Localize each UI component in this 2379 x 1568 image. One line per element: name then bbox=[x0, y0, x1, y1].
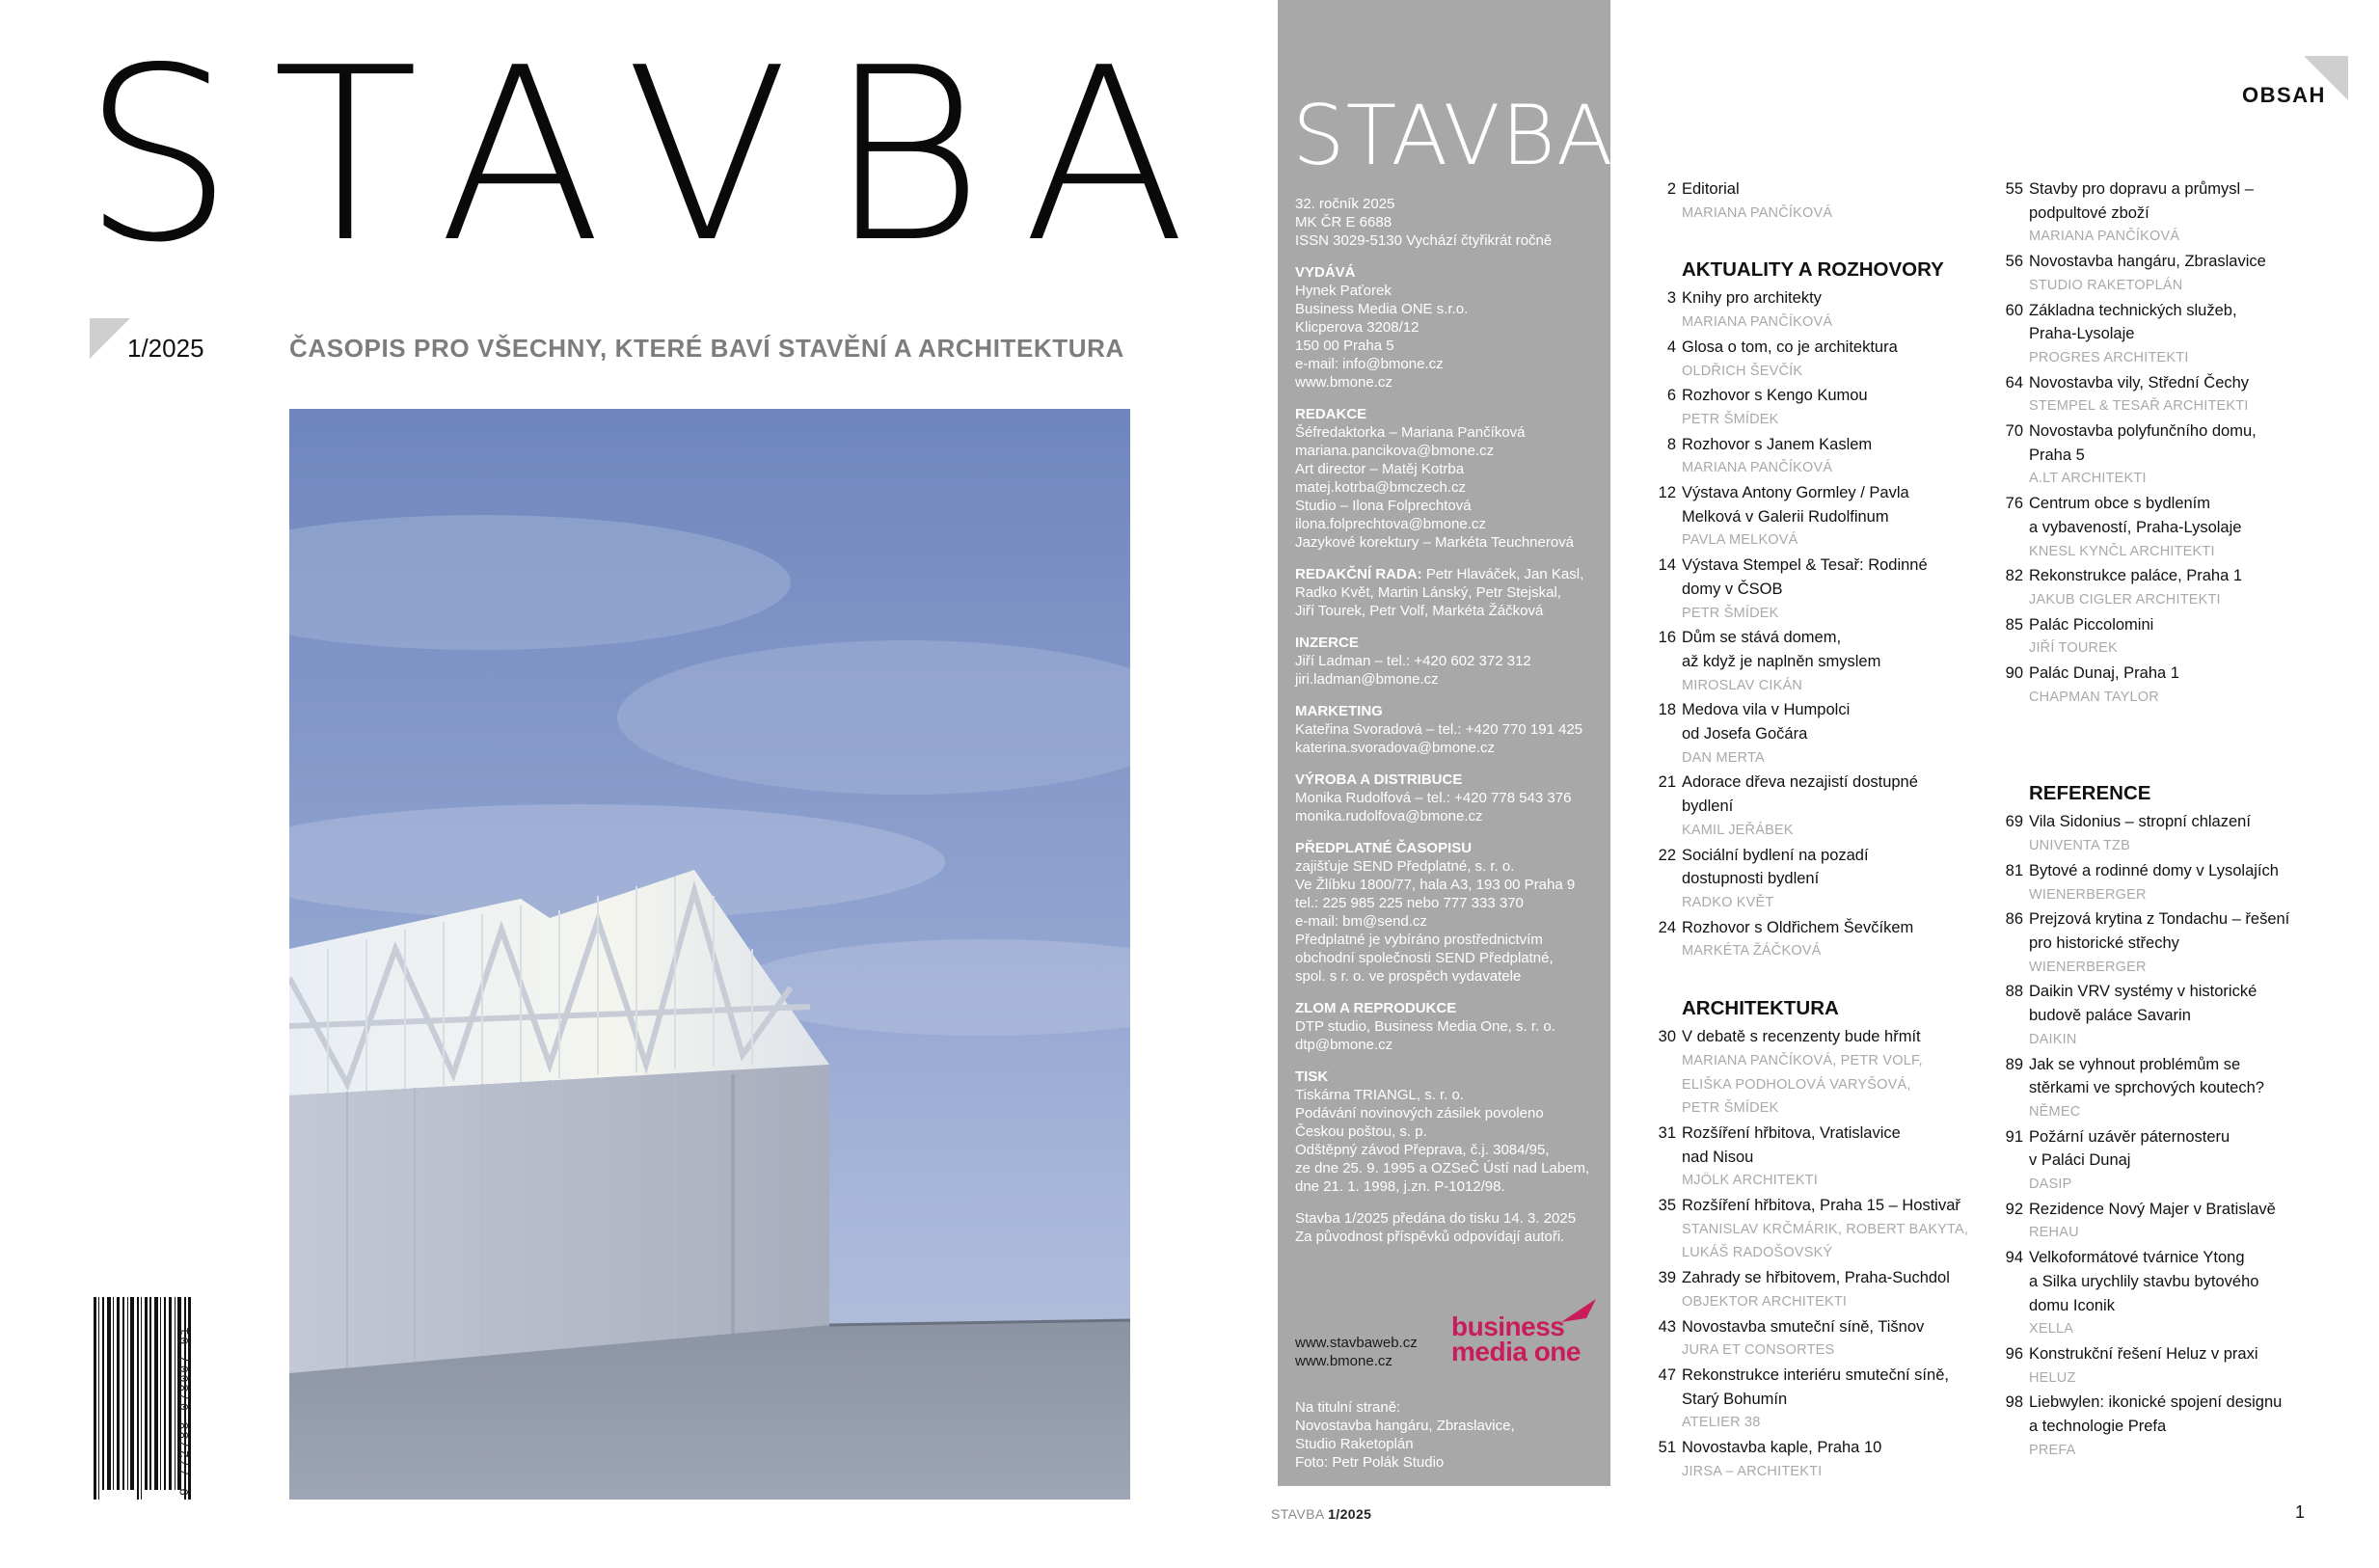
masthead-title: STAVBA bbox=[1292, 88, 1614, 184]
masthead-line-text: Radko Květ, Martin Lánský, Petr Stejskal, bbox=[1295, 584, 1561, 601]
masthead-line: Art director – Matěj Kotrba bbox=[1295, 461, 1465, 477]
toc-page-number: 2 bbox=[1666, 180, 1676, 198]
toc-page-number: 30 bbox=[1658, 1028, 1676, 1046]
masthead-info-line: ISSN 3029-5130 Vychází čtyřikrát ročně bbox=[1295, 232, 1553, 249]
toc-entry[interactable] bbox=[1987, 371, 2334, 419]
masthead-line: zajišťuje SEND Předplatné, s. r. o. bbox=[1295, 858, 1515, 875]
toc-title: Centrum obce s bydlením bbox=[2029, 495, 2211, 513]
toc-title: Liebwylen: ikonické spojení designu bbox=[2029, 1393, 2283, 1412]
toc-page-number: 24 bbox=[1658, 918, 1676, 936]
toc-author: PROGRES ARCHITEKTI bbox=[2029, 349, 2189, 365]
masthead-line-text: Petr Hlaváček, Jan Kasl, bbox=[1425, 566, 1584, 582]
toc-title: pro historické střechy bbox=[2029, 933, 2179, 952]
toc-entry[interactable] bbox=[1639, 698, 1987, 770]
toc-entry[interactable] bbox=[1639, 626, 1987, 697]
toc-title: Rezidence Nový Majer v Bratislavě bbox=[2029, 1200, 2276, 1218]
toc-entry[interactable] bbox=[1987, 1053, 2334, 1124]
masthead-line: Business Media ONE s.r.o. bbox=[1295, 301, 1469, 317]
toc-section-heading: AKTUALITY A ROZHOVORY bbox=[1682, 258, 1944, 282]
toc-page-number: 3 bbox=[1666, 289, 1676, 308]
toc-page-number: 91 bbox=[2005, 1127, 2023, 1146]
masthead-line: Klicperova 3208/12 bbox=[1295, 319, 1419, 336]
business-media-one-logo bbox=[1451, 1297, 1596, 1374]
toc-title: Rozhovor s Oldřichem Ševčíkem bbox=[1682, 918, 1914, 936]
toc-entry[interactable] bbox=[1639, 384, 1987, 431]
masthead-line: Tiskárna TRIANGL, s. r. o. bbox=[1295, 1087, 1465, 1103]
toc-author: UNIVENTA TZB bbox=[2029, 838, 2130, 854]
masthead-line: Stavba 1/2025 předána do tisku 14. 3. 2025 bbox=[1295, 1210, 1577, 1227]
toc-title: podpultové zboží bbox=[2029, 203, 2149, 222]
toc-author: OBJEKTOR ARCHITEKTI bbox=[1682, 1293, 1848, 1310]
toc-author: MARKÉTA ŽÁČKOVÁ bbox=[1682, 943, 1822, 960]
toc-page-number: 81 bbox=[2005, 861, 2023, 879]
toc-page-number: 70 bbox=[2005, 422, 2023, 441]
toc-entry[interactable] bbox=[1987, 492, 2334, 563]
masthead-line[interactable]: mariana.pancikova@bmone.cz bbox=[1295, 443, 1495, 459]
toc-title: Výstava Antony Gormley / Pavla bbox=[1682, 484, 1909, 502]
toc-page-number: 35 bbox=[1658, 1197, 1676, 1215]
toc-entry[interactable] bbox=[1639, 1194, 1987, 1265]
toc-entry[interactable] bbox=[1987, 859, 2334, 906]
toc-author: PETR ŠMÍDEK bbox=[1682, 605, 1779, 621]
masthead-line: Jazykové korektury – Markéta Teuchnerová bbox=[1295, 534, 1575, 551]
web-link[interactable]: www.stavbaweb.cz bbox=[1295, 1335, 1418, 1351]
masthead-section bbox=[1295, 634, 1593, 689]
toc-title: Rekonstrukce paláce, Praha 1 bbox=[2029, 567, 2243, 585]
toc-title: Sociální bydlení na pozadí bbox=[1682, 846, 1869, 864]
masthead-line: Ve Žlíbku 1800/77, hala A3, 193 00 Praha 9 bbox=[1295, 877, 1576, 893]
toc-entry[interactable] bbox=[1639, 916, 1987, 963]
cover-note-line: Na titulní straně: bbox=[1295, 1399, 1401, 1416]
toc-page-number: 4 bbox=[1666, 338, 1676, 356]
toc-page-number: 76 bbox=[2005, 495, 2023, 513]
toc-page-number: 89 bbox=[2005, 1055, 2023, 1073]
masthead-line: Za původnost příspěvků odpovídají autoři. bbox=[1295, 1229, 1565, 1245]
logo-text bbox=[1451, 1311, 1581, 1366]
toc-author: JURA ET CONSORTES bbox=[1682, 1342, 1835, 1359]
toc-title: Velkoformátové tvárnice Ytong bbox=[2029, 1249, 2245, 1267]
toc-title: Daikin VRV systémy v historické bbox=[2029, 983, 2257, 1001]
toc-title: Novostavba polyfunčního domu, bbox=[2029, 422, 2257, 441]
toc-author: LUKÁŠ RADOŠOVSKÝ bbox=[1682, 1245, 1833, 1261]
toc-entry[interactable] bbox=[1639, 1025, 1987, 1121]
toc-entry[interactable] bbox=[1639, 554, 1987, 625]
toc-entry[interactable] bbox=[1987, 907, 2334, 979]
masthead-cover-note bbox=[1295, 1398, 1515, 1472]
masthead-line[interactable]: katerina.svoradova@bmone.cz bbox=[1295, 740, 1495, 756]
toc-author: ELIŠKA PODHOLOVÁ VARYŠOVÁ, bbox=[1682, 1076, 1911, 1093]
masthead-line: Odštěpný závod Přeprava, č.j. 3084/95, bbox=[1295, 1142, 1550, 1158]
toc-entry[interactable] bbox=[1987, 613, 2334, 661]
logo-line-1: business bbox=[1451, 1311, 1565, 1341]
masthead-line bbox=[1295, 583, 1593, 602]
toc-page-number: 96 bbox=[2005, 1344, 2023, 1363]
toc-title: Praha-Lysolaje bbox=[2029, 325, 2135, 343]
logo-line-2 bbox=[1451, 1339, 1581, 1365]
toc-title: Vila Sidonius – stropní chlazení bbox=[2029, 813, 2251, 831]
toc-page-number: 14 bbox=[1658, 556, 1676, 575]
toc-author: JAKUB CIGLER ARCHITEKTI bbox=[2029, 591, 2221, 608]
toc-author: DAIKIN bbox=[2029, 1031, 2077, 1047]
toc-author: OLDŘICH ŠEVČÍK bbox=[1682, 363, 1803, 379]
toc-title: Editorial bbox=[1682, 180, 1740, 198]
masthead-line bbox=[1295, 602, 1593, 620]
toc-author: KNESL KYNČL ARCHITEKTI bbox=[2029, 543, 2215, 559]
toc-title: Základna technických služeb, bbox=[2029, 301, 2237, 319]
masthead-line[interactable]: www.bmone.cz bbox=[1295, 374, 1392, 391]
toc-title: Adorace dřeva nezajistí dostupné bbox=[1682, 773, 1918, 792]
toc-title: dostupnosti bydlení bbox=[1682, 870, 1820, 888]
toc-page-number: 8 bbox=[1666, 435, 1676, 453]
masthead-line: obchodní společnosti SEND Předplatné, bbox=[1295, 950, 1554, 966]
toc-page-number: 88 bbox=[2005, 983, 2023, 1001]
toc-entry[interactable] bbox=[1987, 980, 2334, 1051]
toc-author: PETR ŠMÍDEK bbox=[1682, 411, 1779, 427]
toc-title: Palác Piccolomini bbox=[2029, 615, 2154, 634]
toc-title: Rozhovor s Kengo Kumou bbox=[1682, 387, 1868, 405]
masthead-line: Jiří Ladman – tel.: +420 602 372 312 bbox=[1295, 653, 1531, 669]
toc-title: Novostavba hangáru, Zbraslavice bbox=[2029, 253, 2266, 271]
toc-title: Glosa o tom, co je architektura bbox=[1682, 338, 1898, 356]
toc-entry[interactable] bbox=[1639, 433, 1987, 480]
masthead-line bbox=[1295, 565, 1593, 583]
toc-author: A.LT ARCHITEKTI bbox=[2029, 471, 2147, 487]
toc-title: budově paláce Savarin bbox=[2029, 1007, 2191, 1025]
toc-entry[interactable] bbox=[1639, 1436, 1987, 1483]
toc-author: CHAPMAN TAYLOR bbox=[2029, 689, 2159, 705]
masthead-line[interactable]: jiri.ladman@bmone.cz bbox=[1295, 671, 1439, 688]
masthead-sections bbox=[1295, 263, 1593, 1246]
toc-author: PETR ŠMÍDEK bbox=[1682, 1100, 1779, 1117]
masthead-heading: PŘEDPLATNÉ ČASOPISU bbox=[1295, 840, 1473, 856]
toc-column-1 bbox=[1639, 177, 1987, 1484]
toc-author: NĚMEC bbox=[2029, 1103, 2081, 1120]
toc-title: Novostavba kaple, Praha 10 bbox=[1682, 1439, 1882, 1457]
toc-title: Rekonstrukce interiéru smuteční síně, bbox=[1682, 1365, 1949, 1384]
toc-title: Rozšíření hřbitova, Praha 15 – Hostivař bbox=[1682, 1197, 1960, 1215]
masthead-line: 150 00 Praha 5 bbox=[1295, 338, 1394, 354]
toc-entry[interactable] bbox=[1987, 1391, 2334, 1462]
logo-word-one: one bbox=[1533, 1337, 1581, 1366]
toc-page-number: 31 bbox=[1658, 1123, 1676, 1142]
toc-entry[interactable] bbox=[1987, 564, 2334, 611]
masthead-line: Předplatné je vybíráno prostřednictvím bbox=[1295, 932, 1543, 948]
masthead-line[interactable]: dtp@bmone.cz bbox=[1295, 1037, 1393, 1053]
page-number: 1 bbox=[2295, 1502, 2306, 1522]
masthead-line: Kateřina Svoradová – tel.: +420 770 191 425 bbox=[1295, 721, 1583, 738]
toc-title: Knihy pro architekty bbox=[1682, 289, 1822, 308]
logo-word-media: media bbox=[1451, 1337, 1534, 1366]
toc-page-number: 64 bbox=[2005, 373, 2023, 392]
toc-entry[interactable] bbox=[1987, 1246, 2334, 1341]
masthead-line[interactable]: e-mail: info@bmone.cz bbox=[1295, 356, 1444, 372]
toc-title: v Paláci Dunaj bbox=[2029, 1151, 2131, 1170]
masthead-line: Podávání novinových zásilek povoleno bbox=[1295, 1105, 1544, 1122]
toc-title: domy v ČSOB bbox=[1682, 580, 1783, 598]
masthead-section bbox=[1295, 1209, 1593, 1246]
toc-author: MARIANA PANČÍKOVÁ bbox=[1682, 460, 1833, 476]
toc-title: Rozhovor s Janem Kaslem bbox=[1682, 435, 1873, 453]
toc-author: STUDIO RAKETOPLÁN bbox=[2029, 277, 2183, 293]
masthead-section bbox=[1295, 263, 1593, 392]
toc-title: Stavby pro dopravu a průmysl – bbox=[2029, 180, 2254, 198]
masthead-line: ze dne 25. 9. 1995 a OZSeČ Ústí nad Labem, bbox=[1295, 1160, 1590, 1176]
toc-author: MARIANA PANČÍKOVÁ bbox=[1682, 204, 1833, 221]
masthead-section bbox=[1295, 405, 1593, 552]
masthead-line: Českou poštou, s. p. bbox=[1295, 1123, 1427, 1140]
masthead-section bbox=[1295, 999, 1593, 1054]
masthead-heading: VÝROBA A DISTRIBUCE bbox=[1295, 771, 1463, 788]
masthead-line: spol. s r. o. ve prospěch vydavatele bbox=[1295, 968, 1522, 985]
toc-gap bbox=[1987, 710, 2334, 748]
toc-entry[interactable] bbox=[1639, 481, 1987, 553]
toc-title: Rozšíření hřbitova, Vratislavice bbox=[1682, 1123, 1901, 1142]
toc-section-heading: REFERENCE bbox=[2029, 782, 2151, 805]
toc-entry[interactable] bbox=[1639, 1122, 1987, 1193]
toc-title: Dům se stává domem, bbox=[1682, 629, 1842, 647]
toc-page-number: 21 bbox=[1658, 773, 1676, 792]
masthead-column bbox=[1278, 0, 1614, 1486]
toc-title: Novostavba vily, Střední Čechy bbox=[2029, 373, 2250, 392]
masthead-line[interactable]: monika.rudolfova@bmone.cz bbox=[1295, 808, 1483, 825]
masthead-line: DTP studio, Business Media One, s. r. o. bbox=[1295, 1018, 1555, 1035]
toc-entry[interactable] bbox=[1987, 419, 2334, 491]
toc-author: DASIP bbox=[2029, 1176, 2072, 1193]
toc-label: OBSAH bbox=[2242, 83, 2326, 107]
toc-author: REHAU bbox=[2029, 1225, 2079, 1241]
toc-author: MIROSLAV CIKÁN bbox=[1682, 677, 1803, 693]
masthead-heading: REDAKČNÍ RADA: bbox=[1295, 566, 1422, 582]
page-footer bbox=[1271, 1506, 1371, 1522]
toc-page-number: 94 bbox=[2005, 1249, 2023, 1267]
cover-title: STAVBA bbox=[82, 17, 1226, 295]
cover-note-line: Foto: Petr Polák Studio bbox=[1295, 1454, 1445, 1471]
toc-title: Melková v Galerii Rudolfinum bbox=[1682, 507, 1889, 526]
toc-title: Starý Bohumín bbox=[1682, 1390, 1788, 1408]
toc-title: a Silka urychlily stavbu bytového bbox=[2029, 1272, 2259, 1290]
toc-page-number: 12 bbox=[1658, 484, 1676, 502]
cover-photo bbox=[289, 409, 1130, 1500]
toc-entry[interactable] bbox=[1987, 299, 2334, 370]
toc-author: HELUZ bbox=[2029, 1369, 2076, 1386]
toc-entry[interactable] bbox=[1639, 1266, 1987, 1313]
cover-note-line: Studio Raketoplán bbox=[1295, 1436, 1414, 1452]
toc-entry[interactable] bbox=[1639, 336, 1987, 383]
toc-page-number: 98 bbox=[2005, 1393, 2023, 1412]
toc-page-number: 39 bbox=[1658, 1269, 1676, 1287]
toc-entry[interactable] bbox=[1987, 1342, 2334, 1390]
toc-page-number: 6 bbox=[1666, 387, 1676, 405]
toc-page-number: 16 bbox=[1658, 629, 1676, 647]
masthead-line[interactable]: ilona.folprechtova@bmone.cz bbox=[1295, 516, 1486, 532]
toc-title: domu Iconik bbox=[2029, 1296, 2115, 1314]
toc-entry[interactable] bbox=[1987, 177, 2334, 249]
toc-entry[interactable] bbox=[1639, 1315, 1987, 1363]
toc-entry[interactable] bbox=[1639, 177, 1987, 225]
cover-note-line: Novostavba hangáru, Zbraslavice, bbox=[1295, 1418, 1515, 1434]
toc-page-number: 43 bbox=[1658, 1317, 1676, 1336]
masthead-line: Šéfredaktorka – Mariana Pančíková bbox=[1295, 424, 1526, 441]
masthead-heading: INZERCE bbox=[1295, 635, 1359, 651]
toc-title: V debatě s recenzenty bude hřmít bbox=[1682, 1028, 1921, 1046]
masthead-heading: REDAKCE bbox=[1295, 406, 1367, 422]
toc-entry[interactable] bbox=[1639, 844, 1987, 915]
toc-author: PREFA bbox=[2029, 1442, 2076, 1458]
toc-title: Zahrady se hřbitovem, Praha-Suchdol bbox=[1682, 1269, 1950, 1287]
toc-page-number: 86 bbox=[2005, 910, 2023, 929]
toc-author: MJÖLK ARCHITEKTI bbox=[1682, 1173, 1818, 1189]
masthead-info-line: MK ČR E 6688 bbox=[1295, 214, 1392, 230]
masthead-section bbox=[1295, 565, 1593, 620]
hangar-photo-icon bbox=[289, 409, 1130, 1500]
toc-title: Medova vila v Humpolci bbox=[1682, 701, 1851, 719]
toc-author: XELLA bbox=[2029, 1321, 2074, 1338]
footer-issue: 1/2025 bbox=[1328, 1506, 1372, 1522]
footer-brand: STAVBA bbox=[1271, 1506, 1324, 1522]
barcode-digits: 9 772788 078007 01 bbox=[177, 1325, 192, 1496]
toc-page-number: 82 bbox=[2005, 567, 2023, 585]
toc-title: Výstava Stempel & Tesař: Rodinné bbox=[1682, 556, 1928, 575]
toc-author: JIŘÍ TOUREK bbox=[2029, 640, 2118, 657]
toc-column-2 bbox=[1987, 177, 2334, 1463]
toc-title: Prejzová krytina z Tondachu – řešení bbox=[2029, 910, 2290, 929]
masthead-section bbox=[1295, 839, 1593, 986]
toc-page-number: 90 bbox=[2005, 664, 2023, 683]
toc-author: MARIANA PANČÍKOVÁ bbox=[1682, 314, 1833, 331]
toc-page-number: 55 bbox=[2005, 180, 2023, 198]
cover-corner-mark bbox=[90, 318, 130, 359]
toc-entry[interactable] bbox=[1639, 770, 1987, 842]
masthead-line: tel.: 225 985 225 nebo 777 333 370 bbox=[1295, 895, 1524, 911]
toc-author: JIRSA – ARCHITEKTI bbox=[1682, 1463, 1823, 1479]
toc-title: stěrkami ve sprchových koutech? bbox=[2029, 1079, 2264, 1097]
masthead-info bbox=[1295, 195, 1593, 250]
toc-title: Palác Dunaj, Praha 1 bbox=[2029, 664, 2179, 683]
toc-author: STEMPEL & TESAŘ ARCHITEKTI bbox=[2029, 398, 2249, 415]
toc-page-number: 69 bbox=[2005, 813, 2023, 831]
toc-page-number: 60 bbox=[2005, 301, 2023, 319]
toc-entry[interactable] bbox=[1639, 1364, 1987, 1435]
toc-title: Bytové a rodinné domy v Lysolajích bbox=[2029, 861, 2279, 879]
masthead-heading: ZLOM A REPRODUKCE bbox=[1295, 1000, 1457, 1016]
masthead-line-text: Jiří Tourek, Petr Volf, Markéta Žáčková bbox=[1295, 603, 1544, 619]
toc-section-heading: ARCHITEKTURA bbox=[1682, 997, 1839, 1020]
masthead-line: dne 21. 1. 1998, j.zn. P-1012/98. bbox=[1295, 1178, 1505, 1195]
toc-title: a vybaveností, Praha-Lysolaje bbox=[2029, 518, 2242, 536]
toc-page-number: 18 bbox=[1658, 701, 1676, 719]
toc-title: Jak se vyhnout problémům se bbox=[2029, 1055, 2241, 1073]
toc-corner-mark bbox=[2304, 56, 2348, 100]
web-link[interactable]: www.bmone.cz bbox=[1295, 1353, 1392, 1369]
toc-title: Praha 5 bbox=[2029, 446, 2085, 464]
toc-author: MARIANA PANČÍKOVÁ, PETR VOLF, bbox=[1682, 1052, 1923, 1068]
toc-author: KAMIL JEŘÁBEK bbox=[1682, 822, 1794, 838]
masthead-section bbox=[1295, 1068, 1593, 1196]
toc-page-number: 51 bbox=[1658, 1439, 1676, 1457]
masthead-line: Monika Rudolfová – tel.: +420 778 543 376 bbox=[1295, 790, 1572, 806]
masthead-heading: VYDÁVÁ bbox=[1295, 264, 1356, 281]
toc-title: od Josefa Gočára bbox=[1682, 725, 1808, 743]
toc-page-number: 56 bbox=[2005, 253, 2023, 271]
toc-author: DAN MERTA bbox=[1682, 749, 1765, 766]
toc-title: Novostavba smuteční síně, Tišnov bbox=[1682, 1317, 1925, 1336]
toc-entry[interactable] bbox=[1987, 810, 2334, 857]
toc-title: Požární uzávěr páternosteru bbox=[2029, 1127, 2230, 1146]
masthead-line: Studio – Ilona Folprechtová bbox=[1295, 498, 1472, 514]
toc-author: PAVLA MELKOVÁ bbox=[1682, 532, 1798, 549]
masthead-heading: MARKETING bbox=[1295, 703, 1383, 719]
toc-author: WIENERBERGER bbox=[2029, 886, 2147, 903]
masthead-web-links bbox=[1295, 1334, 1418, 1370]
toc-title: až když je naplněn smyslem bbox=[1682, 652, 1881, 670]
toc-title: bydlení bbox=[1682, 798, 1734, 816]
masthead-line[interactable]: e-mail: bm@send.cz bbox=[1295, 913, 1427, 930]
toc-author: MARIANA PANČÍKOVÁ bbox=[2029, 229, 2180, 245]
masthead-info-line: 32. ročník 2025 bbox=[1295, 196, 1395, 212]
toc-entry[interactable] bbox=[1987, 250, 2334, 297]
toc-page-number: 85 bbox=[2005, 615, 2023, 634]
toc-title: nad Nisou bbox=[1682, 1148, 1754, 1166]
toc-author: RADKO KVĚT bbox=[1682, 894, 1774, 910]
toc-entry[interactable] bbox=[1987, 1198, 2334, 1245]
toc-entry[interactable] bbox=[1987, 662, 2334, 709]
masthead-line[interactable]: matej.kotrba@bmczech.cz bbox=[1295, 479, 1466, 496]
toc-title: a technologie Prefa bbox=[2029, 1418, 2167, 1436]
toc-entry[interactable] bbox=[1639, 286, 1987, 334]
masthead-heading: TISK bbox=[1295, 1068, 1329, 1085]
toc-page-number: 47 bbox=[1658, 1365, 1676, 1384]
toc-author: WIENERBERGER bbox=[2029, 959, 2147, 975]
toc-page-number: 92 bbox=[2005, 1200, 2023, 1218]
toc-author: STANISLAV KRČMÁRIK, ROBERT BAKYTA, bbox=[1682, 1221, 1969, 1237]
masthead-line: Hynek Paťorek bbox=[1295, 283, 1392, 299]
toc-entry[interactable] bbox=[1987, 1125, 2334, 1197]
masthead-section bbox=[1295, 770, 1593, 825]
cover-tagline: ČASOPIS PRO VŠECHNY, KTERÉ BAVÍ STAVĚNÍ A ARCHITEKTURA bbox=[289, 334, 1124, 363]
toc-page-number: 22 bbox=[1658, 846, 1676, 864]
cover-issue-number: 1/2025 bbox=[127, 334, 204, 363]
masthead-section bbox=[1295, 702, 1593, 757]
toc-author: ATELIER 38 bbox=[1682, 1415, 1761, 1431]
toc-title: Konstrukční řešení Heluz v praxi bbox=[2029, 1344, 2258, 1363]
